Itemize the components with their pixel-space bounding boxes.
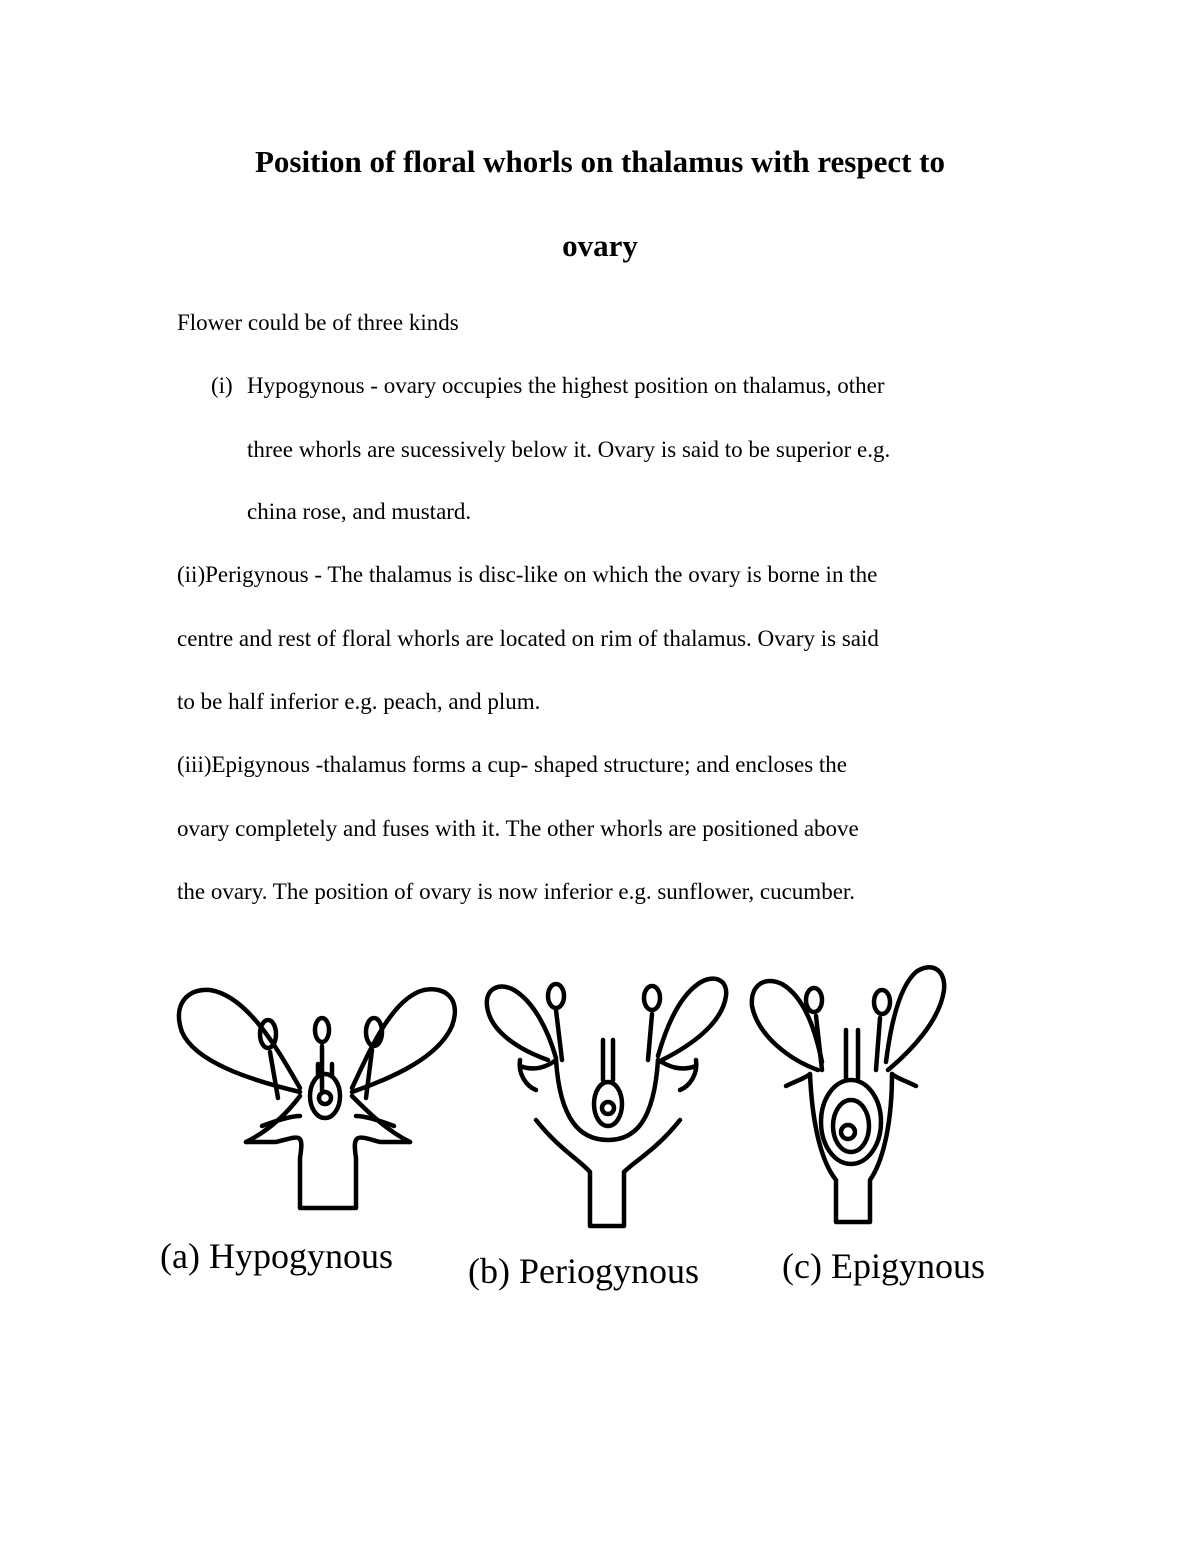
item-1-line-3: china rose, and mustard.	[247, 499, 472, 524]
perigynous-flower-drawing	[487, 979, 726, 1226]
item-1-line-1: Hypogynous - ovary occupies the highest position on thalamus, other	[247, 373, 885, 398]
item-2-line-2: centre and rest of floral whorls are located on rim of thalamus. Ovary is said	[177, 626, 879, 651]
item-2-line-3: to be half inferior e.g. peach, and plum.	[177, 689, 541, 714]
list-marker: (i)	[211, 373, 233, 398]
item-3-line-1: (iii)Epigynous -thalamus forms a cup- shaped structure; and encloses the	[177, 752, 848, 777]
caption-epigynous: (c) Epigynous	[782, 1246, 985, 1286]
epigynous-flower-drawing	[752, 967, 944, 1222]
title-line-1: Position of floral whorls on thalamus with respect to	[254, 144, 946, 179]
item-3-line-2: ovary completely and fuses with it. The other whorls are positioned above	[177, 816, 859, 841]
item-1-line-2: three whorls are sucessively below it. Ovary is said to be superior e.g.	[247, 437, 891, 462]
item-2-line-1: (ii)Perigynous - The thalamus is disc-like on which the ovary is borne in the	[177, 562, 878, 587]
caption-periogynous: (b) Periogynous	[468, 1251, 699, 1291]
caption-hypogynous: (a) Hypogynous	[160, 1236, 393, 1276]
item-3-line-3: the ovary. The position of ovary is now inferior e.g. sunflower, cucumber.	[177, 879, 856, 904]
intro-text: Flower could be of three kinds	[177, 310, 459, 335]
hypogynous-flower-drawing	[179, 989, 455, 1208]
title-line-2: ovary	[562, 228, 638, 263]
